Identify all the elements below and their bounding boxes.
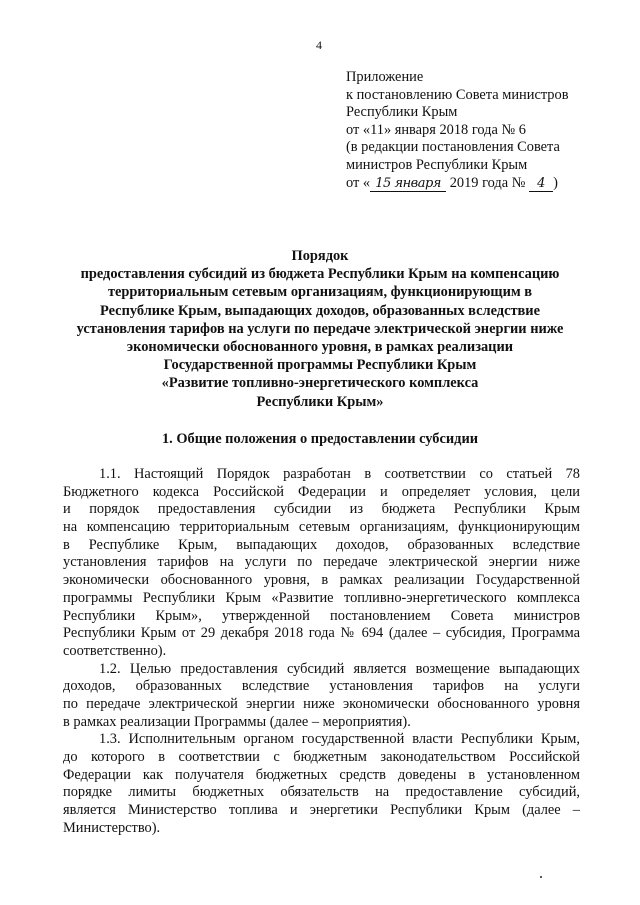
appendix-line: Республики Крым <box>346 104 458 121</box>
title-line: установления тарифов на услуги по передаче электрической энергии ниже <box>76 320 564 337</box>
appendix-line: (в редакции постановления Совета <box>346 139 560 156</box>
handwritten-month: января <box>394 175 441 191</box>
title-line: Республики Крым» <box>256 393 384 410</box>
text-line: по передаче электрической энергии ниже экономически обоснованного уровня <box>63 695 580 712</box>
text-line: установления тарифов на услуги по передаче электрической энергии ниже <box>63 554 580 571</box>
text-line: программы Республики Крым «Развитие топливно-энергетического комплекса <box>63 589 580 606</box>
text-line: Бюджетного кодекса Российской Федерации и определяет условия, цели <box>63 483 580 500</box>
title-line: территориальным сетевым организациям, функционирующим в <box>107 284 533 301</box>
text-line: 1.2. Целью предоставления субсидий является возмещение выпадающих <box>99 660 580 677</box>
paragraph-1-3 <box>63 731 580 837</box>
title-line: Республике Крым, выпадающих доходов, образованных вследствие <box>100 302 540 319</box>
text-line: является Министерство топлива и энергетики Республики Крым (далее – <box>63 802 580 819</box>
appendix-header <box>346 69 626 192</box>
text-line: Федерации как получателя бюджетных средств доведены в установленном <box>63 766 580 783</box>
text-line: и порядок предоставления субсидии из бюджета Республики Крым <box>63 501 580 518</box>
appendix-line: министров Республики Крым <box>346 156 528 173</box>
title-line: «Развитие топливно-энергетического комплекса <box>161 375 479 392</box>
text-line: в рамках реализации Программы (далее – мероприятия). <box>63 713 411 730</box>
appendix-date-prefix: от « <box>346 174 371 191</box>
paragraph-1-2 <box>63 661 580 732</box>
section-heading: 1. Общие положения о предоставлении субсидии <box>161 431 479 447</box>
text-line: 1.1. Настоящий Порядок разработан в соответствии со статьей 78 <box>99 466 580 482</box>
text-line: Республики Крым от 29 декабря 2018 года № 694 (далее – субсидия, Программа <box>63 625 580 642</box>
appendix-date-year: 2019 года № <box>449 174 526 191</box>
text-line: до которого в соответствии с бюджетным законодательством Российской <box>63 749 580 765</box>
document-title <box>40 247 600 411</box>
text-line: Министерство). <box>63 819 161 836</box>
text-line: 1.3. Исполнительным органом государственной власти Республики Крым, <box>99 731 580 748</box>
handwritten-number: 4 <box>529 177 553 192</box>
text-line: доходов, образованных вследствие установления тарифов на услуги <box>63 678 580 695</box>
text-line: экономически обоснованного уровня, в рамках реализации Государственной <box>63 572 580 589</box>
paragraph-1-1 <box>63 466 580 661</box>
appendix-line: к постановлению Совета министров <box>346 86 569 103</box>
title-line: экономически обоснованного уровня, в рамках реализации <box>126 339 514 356</box>
scan-speck <box>540 876 542 878</box>
section-body <box>63 466 580 837</box>
text-line: Республики Крым», утвержденной постановлением Совета министров <box>63 607 580 624</box>
appendix-date-line <box>346 175 626 193</box>
title-line: Порядок <box>291 248 349 264</box>
page-number: 4 <box>316 38 322 52</box>
title-line: Государственной программы Республики Крым <box>163 357 477 374</box>
text-line: соответственно). <box>63 642 167 659</box>
appendix-date-suffix: ) <box>553 174 558 191</box>
handwritten-day: 15 <box>375 175 391 191</box>
appendix-line: Приложение <box>346 69 424 85</box>
handwritten-date <box>370 177 446 192</box>
text-line: в Республике Крым, выпадающих доходов, образованных вследствие <box>63 536 580 553</box>
text-line: порядке лимиты бюджетных обязательств на предоставление субсидий, <box>63 784 580 801</box>
title-line: предоставления субсидий из бюджета Республики Крым на компенсацию <box>80 266 560 283</box>
appendix-line: от «11» января 2018 года № 6 <box>346 121 526 138</box>
text-line: на компенсацию территориальным сетевым организациям, функционирующим <box>63 519 580 536</box>
